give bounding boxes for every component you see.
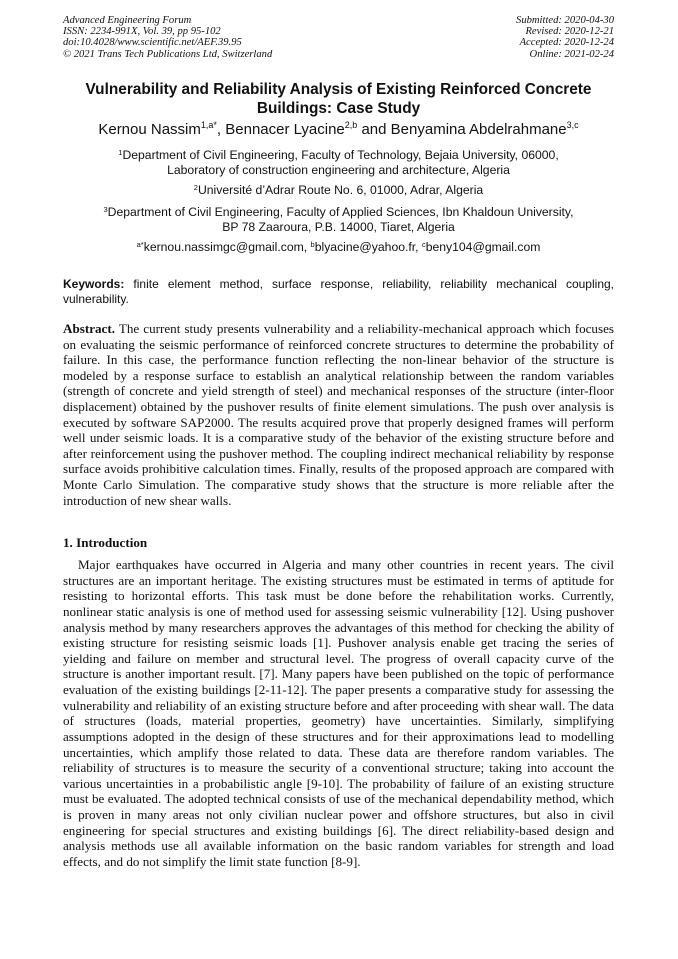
author-separator: and	[357, 121, 391, 138]
copyright: © 2021 Trans Tech Publications Ltd, Switzerland	[63, 48, 273, 60]
affiliation-2	[53, 183, 624, 198]
title-line-1: Vulnerability and Reliability Analysis of Existing Reinforced Concrete	[85, 81, 592, 98]
introduction-body: Major earthquakes have occurred in Algeria and many other countries in recent years. The civil structures are an important heritage. The existing structures must be estimated in terms of aptitude for resisting to horizontal efforts. This task must be done before the rehabilitation works. Currently, nonlinear static analysis is one of method used for assessing seismic vulnerability [12]. Using pushover analysis method by many researchers approves the advantages of this method for checking the ability of existing structure for resisting seismic loads [1]. Pushover analysis enable get tracing the series of yielding and failure on member and structural level. The progress of overall capacity curve of the structure is another important result. [7]. Many papers have been published on the topic of performance evaluation of the existing buildings [2-11-12]. The paper presents a comparative study for assessing the vulnerability and reliability of an existing structure before and after proceeding with shear wall. The data of structures (loads, material properties, geometry) have uncertainties. Similarly, simplifying assumptions adopted in the design of these structures and for their approximations lead to modelling uncertainties, which amplify those related to data. These data are therefore random variables. The reliability of structures is to measure the security of a conventional structure; taking into account the various uncertainties in a probabilistic angle [9-10]. The probability of failure of an existing structure must be evaluated. The adopted technical consists of use of the mechanical dependability method, which is proven in many areas not only civilian nuclear power and offshore structures, but also in civil engineering for special structures and existing buildings [6]. The direct reliability-based design and analysis methods use all available information on the basic random variables for strength and load effects, and do not simplify the limit state function [8-9].	[63, 557, 614, 869]
email-marker: b	[310, 240, 315, 249]
online-date: Online: 2021-02-24	[529, 48, 614, 60]
affiliation-line: Department of Civil Engineering, Faculty of Applied Sciences, Ibn Khaldoun University,	[107, 205, 574, 219]
author-affiliation-marker: 1,a*	[200, 120, 217, 130]
author-separator: ,	[216, 121, 226, 138]
affiliation-line: Université d’Adrar Route No. 6, 01000, Adrar, Algeria	[197, 183, 484, 197]
abstract	[63, 321, 614, 508]
keywords	[63, 277, 614, 306]
section-heading-introduction: 1. Introduction	[63, 535, 148, 550]
journal-name: Advanced Engineering Forum	[63, 15, 192, 26]
abstract-label: Abstract.	[63, 321, 115, 336]
submitted-date: Submitted: 2020-04-30	[516, 15, 614, 26]
affiliation-marker: 2	[193, 183, 198, 192]
submission-dates	[516, 15, 614, 60]
affiliation-marker: 3	[103, 205, 108, 214]
title-line-2: Buildings: Case Study	[256, 100, 421, 117]
accepted-date: Accepted: 2020-12-24	[519, 37, 614, 49]
doi: doi:10.4028/www.scientific.net/AEF.39.95	[63, 37, 242, 49]
author-name: Kernou Nassim	[98, 121, 201, 138]
email-marker: c	[421, 240, 426, 249]
affiliation-marker: 1	[118, 148, 123, 157]
paper-title	[53, 80, 624, 118]
email-address[interactable]: beny104@gmail.com	[425, 240, 541, 254]
journal-info	[63, 15, 272, 60]
affiliation-line: BP 78 Zaaroura, P.B. 14000, Tiaret, Algeria	[222, 220, 455, 234]
email-address[interactable]: kernou.nassimgc@gmail.com	[143, 240, 304, 254]
revised-date: Revised: 2020-12-21	[525, 26, 614, 38]
keywords-text: finite element method, surface response, reliability, reliability mechanical coupling, vulnerability.	[63, 277, 614, 306]
keywords-label: Keywords:	[63, 277, 125, 291]
abstract-text: The current study presents vulnerability and a reliability-mechanical approach which focuses on evaluating the seismic performance of reinforced concrete structures to determine the probability of failure. In this case, the performance function reflecting the non-linear behavior of the structure is modeled by a response surface to establish an analytical relationship between the random variables (strength of concrete and yield strength of steel) and mechanical responses of the structure (inter-floor displacement) obtained by the pushover results of finite element simulations. The push over analysis is executed by software SAP2000. The results acquired prove that properly designed frames will perform well under seismic loads. It is a comparative study of the behavior of the existing structure before and after reinforcement using the pushover method. The coupling indirect mechanical reliability by response surface avoids prohibitive calculation times. Finally, results of the proposed approach are compared with Monte Carlo Simulation. The comparative study shows that the structure is more reliable after the introduction of new shear walls.	[63, 321, 614, 508]
issn-volume: ISSN: 2234-991X, Vol. 39, pp 95-102	[63, 26, 221, 38]
email-separator: ,	[303, 240, 311, 254]
affiliation-line: Laboratory of construction engineering and architecture, Algeria	[167, 163, 510, 177]
affiliation-1	[53, 148, 624, 178]
author-emails	[53, 240, 624, 255]
author-name: Bennacer Lyacine	[225, 121, 345, 138]
author-name: Benyamina Abdelrahmane	[390, 121, 567, 138]
email-separator: ,	[415, 240, 422, 254]
author-affiliation-marker: 2,b	[344, 120, 358, 130]
affiliation-3	[53, 205, 624, 235]
email-address[interactable]: blyacine@yahoo.fr	[314, 240, 416, 254]
author-list	[53, 121, 624, 139]
author-affiliation-marker: 3,c	[566, 120, 579, 130]
email-marker: a*	[136, 240, 144, 249]
affiliation-line: Department of Civil Engineering, Faculty of Technology, Bejaia University, 06000,	[122, 148, 559, 162]
